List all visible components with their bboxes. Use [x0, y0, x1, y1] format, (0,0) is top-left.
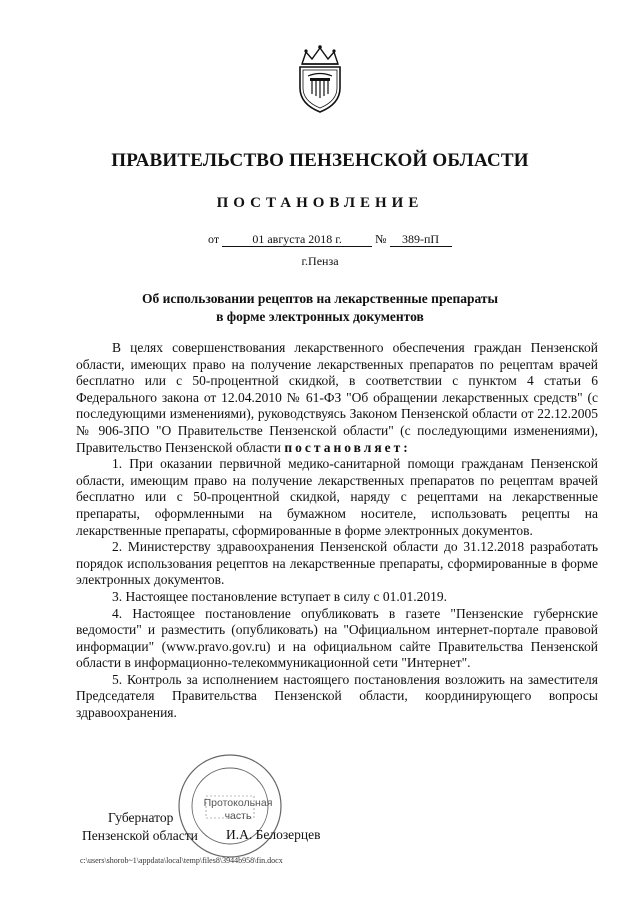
list-item: 1. При оказании первичной медико-санитарной помощи гражданам Пензенской области, имеющим право на получение лекарственных препаратов по рецептам врачей бесплатно или с 50-процентной скидкой, наряду с рецептами на лекарственные препараты, оформленными на бумажном носителе, использовать рецепты на лекарственные препараты, сформированные в форме электронных документов. [76, 456, 598, 538]
signatory-title [82, 809, 198, 845]
resolves-word: постановляет: [284, 439, 411, 455]
number-prefix: № [375, 232, 387, 246]
signatory-name: И.А. Белозерцев [226, 827, 321, 842]
document-type: ПОСТАНОВЛЕНИЕ [216, 195, 424, 211]
list-item: 5. Контроль за исполнением настоящего постановления возложить на заместителя Председателя Правительства Пензенской области, координирующего вопросы здравоохранения. [76, 671, 598, 721]
signatory-title-line-2: Пензенской области [82, 828, 198, 843]
list-item: 4. Настоящее постановление опубликовать в газете "Пензенские губернские ведомости" и разместить (опубликовать) на "Официальном интернет-портале правовой информации" (www.pravo.gov.ru) и на официальном сайте Правительства Пензенской области в информационно-телекоммуникационной сети "Интернет". [76, 605, 598, 671]
stamp-label [196, 797, 280, 823]
government-title: ПРАВИТЕЛЬСТВО ПЕНЗЕНСКОЙ ОБЛАСТИ [111, 150, 529, 171]
preamble-paragraph [76, 340, 598, 456]
subject-line-1: Об использовании рецептов на лекарственные препараты [141, 291, 499, 306]
document-subject [0, 290, 640, 326]
stamp-label-line-2: часть [224, 810, 252, 822]
coat-of-arms-emblem [292, 44, 348, 114]
preamble-text: В целях совершенствования лекарственного обеспечения граждан Пензенской области, имеющих право на получение лекарственных препаратов по рецептам врачей бесплатно или с 50-процентной скидкой, в соответствии с пунктом 4 статьи 6 Федерального закона от 12.04.2010 № 61-ФЗ "Об обращении лекарственных средств" (с последующими изменениями), руководствуясь Законом Пензенской области от 22.12.2005 № 906-ЗПО "О Правительстве Пензенской области" (с последующими изменениями), Правительство Пензенской области [76, 340, 598, 455]
document-date: 01 августа 2018 г. [222, 233, 372, 247]
document-body [76, 340, 598, 722]
date-prefix: от [208, 232, 220, 246]
list-item: 2. Министерству здравоохранения Пензенской области до 31.12.2018 разработать порядок использования рецептов на лекарственные препараты, сформированные в форме электронных документов. [76, 539, 598, 588]
list-item: 3. Настоящее постановление вступает в силу с 01.01.2019. [112, 588, 448, 604]
city: г.Пенза [301, 254, 339, 268]
stamp-label-line-1: Протокольная [203, 797, 273, 809]
signatory-title-line-1: Губернатор [108, 810, 174, 825]
document-number: 389-пП [390, 233, 452, 247]
subject-line-2: в форме электронных документов [216, 309, 424, 324]
date-number-line [208, 232, 452, 247]
file-path-footer: c:\users\shorob~1\appdata\local\temp\files8\3944b958\fin.docx [80, 856, 283, 865]
